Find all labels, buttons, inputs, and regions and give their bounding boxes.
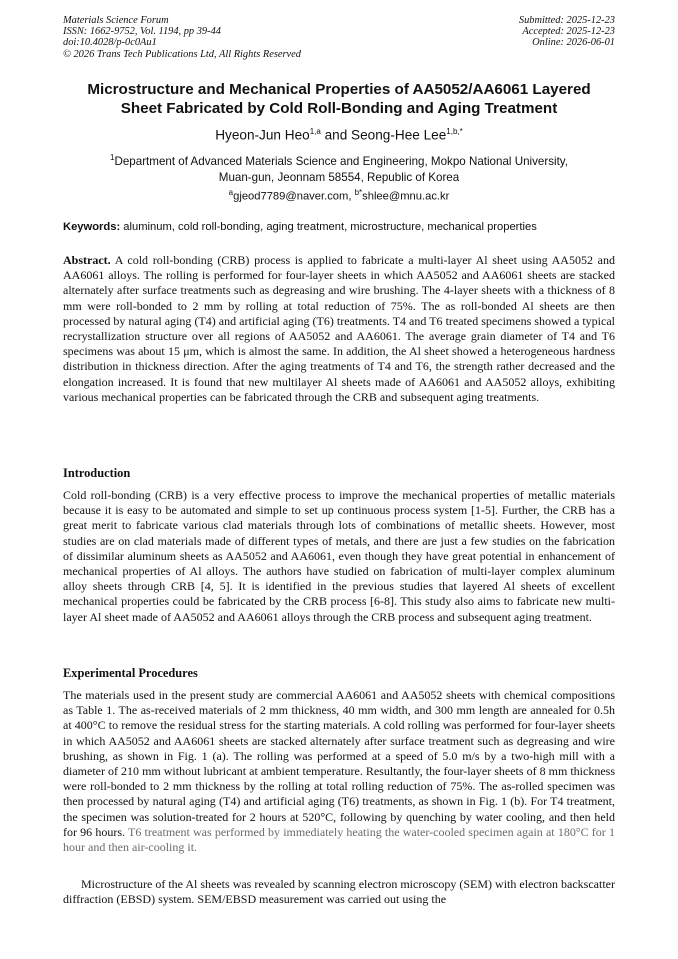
introduction-heading: Introduction (63, 466, 131, 480)
affiliation-line-2: Muan-gun, Jeonnam 58554, Republic of Korea (218, 170, 460, 184)
keywords-label: Keywords: (63, 221, 121, 233)
title-line-2: Sheet Fabricated by Cold Roll-Bonding and Aging Treatment (120, 100, 558, 117)
author-2-sup: 1,b,* (446, 127, 463, 136)
experimental-text-2: Microstructure of the Al sheets was revealed by scanning electron microscopy (SEM) with electron backscatter diffraction (EBSD) system. SEM/EBSD measurement was carried out using the (63, 877, 615, 907)
keywords-text: aluminum, cold roll-bonding, aging treatment, microstructure, mechanical properties (120, 221, 537, 233)
author-list (40, 123, 638, 144)
experimental-paragraph (63, 688, 615, 855)
introduction-paragraph (63, 488, 615, 625)
keywords (63, 220, 615, 234)
author-emails (40, 186, 638, 204)
journal-copyright: © 2026 Trans Tech Publications Ltd, All Rights Reserved (63, 48, 301, 60)
accepted-date: Accepted: 2025-12-23 (522, 26, 615, 38)
journal-issn: ISSN: 1662-9752, Vol. 1194, pp 39-44 (63, 26, 221, 38)
experimental-text: The materials used in the present study are commercial AA6061 and AA5052 sheets with chemical compositions as Table 1. The as-received materials of 2 mm thickness, 40 mm width, and 300 mm length are annealed for 0.5h at 400°C to remove the residual stress for the starting materials. A cold rolling was performed for four-layer sheets in which AA5052 and AA6061 sheets are stacked alternately after surface treatment such as degreasing and wire brushing, as shown in Fig. 1 (a). The rolling was performed at a speed of 5.0 m/s by a two-high mill with a diameter of 210 mm without lubricant at ambient temperature. Resultantly, the four-layer sheets of 8 mm thickness were roll-bonded to 2 mm thickness by the rolling at total rolling reduction of 75%. The as-rolled specimen was then processed by natural aging (T4) and artificial aging (T6) treatments, as shown in Fig. 1 (b). For T4 treatment, the specimen was solution-treated for 2 hours at 520°C, following by quenching by water cooling, and then held for 96 hours. (63, 688, 615, 839)
experimental-heading: Experimental Procedures (63, 666, 198, 680)
author-1: Hyeon-Jun Heo (215, 127, 310, 143)
author-2: Seong-Hee Lee (351, 127, 447, 143)
affiliation-sup: 1 (110, 153, 115, 162)
paper-title (40, 80, 638, 118)
journal-doi[interactable]: doi:10.4028/p-0c0Au1 (63, 37, 157, 49)
email-a[interactable]: gjeod7789@naver.com, (233, 190, 355, 203)
abstract-text: A cold roll-bonding (CRB) process is applied to fabricate a multi-layer Al sheet using AA5052 and AA6061 alloys. The rolling is performed for four-layer sheets in which AA5052 and AA6061 sheets are stacked alternately after surface treatments such as degreasing and wire brushing. The 4-layer sheets with a thickness of 8 mm were roll-bonded to 2 mm by rolling at total reduction of 75%. The as roll-bonded Al sheets are then processed by natural aging (T4) and artificial aging (T6) treatments. T4 and T6 treated specimens showed a typical recrystallization structure over all regions of AA5052 and AA6061. The average grain diameter of T4 and T6 specimens was about 15 μm, which is almost the same. In addition, the Al sheet showed a heterogeneous hardness distribution in thickness direction. After the aging treatments of T4 and T6, the strength rather decreased and the elongation increased. It is found that new multilayer Al sheets made of AA6061 and AA5052 alloys, exhibiting various mechanical properties can be fabricated through the CRB and subsequent aging treatments. (63, 253, 615, 404)
author-1-sup: 1,a (309, 127, 321, 136)
email-b-sup: b* (354, 188, 363, 197)
title-line-1: Microstructure and Mechanical Properties of AA5052/AA6061 Layered (87, 81, 591, 98)
introduction-text: Cold roll-bonding (CRB) is a very effective process to improve the mechanical properties of metallic materials because it is easy to be automated and simple to set up continuous process system [1-5]. Further, the CRB has a great merit to fabricate various clad materials through lots of combinations of metallic sheets. However, most studies are on clad materials made of different types of metals, and there are just a few studies on the fabrication of dissimilar aluminum sheets as AA5052 and AA6061, even though they have great potential in enhancement of mechanical properties of Al alloys. The authors have studied on fabrication of multi-layer complex aluminum alloy sheets through CRB [4, 5]. It is identified in the previous studies that layered Al sheets of excellent mechanical properties could be fabricated by the CRB process [6-8]. This study also aims to fabricate new multi-layer Al sheet made of AA5052 and AA6061 alloys through the CRB process and subsequent aging treatment. (63, 488, 615, 624)
abstract (63, 253, 615, 405)
email-b[interactable]: shlee@mnu.ac.kr (362, 190, 450, 203)
experimental-paragraph-2 (63, 877, 615, 907)
online-date: Online: 2026-06-01 (532, 37, 615, 49)
author-conjunction: and (320, 127, 352, 143)
affiliation-line-1: Department of Advanced Materials Science and Engineering, Mokpo National University, (114, 154, 568, 168)
journal-header (63, 15, 301, 60)
journal-name: Materials Science Forum (63, 15, 169, 26)
experimental-text-faint: T6 treatment was performed by immediately heating the water-cooled specimen again at 180°C for 1 hour and then air-cooling it. (63, 824, 615, 855)
submitted-date: Submitted: 2025-12-23 (518, 15, 615, 26)
email-a-sup: a (228, 188, 234, 197)
dates-header (519, 15, 615, 49)
abstract-label: Abstract. (63, 253, 111, 267)
affiliation (50, 150, 628, 186)
